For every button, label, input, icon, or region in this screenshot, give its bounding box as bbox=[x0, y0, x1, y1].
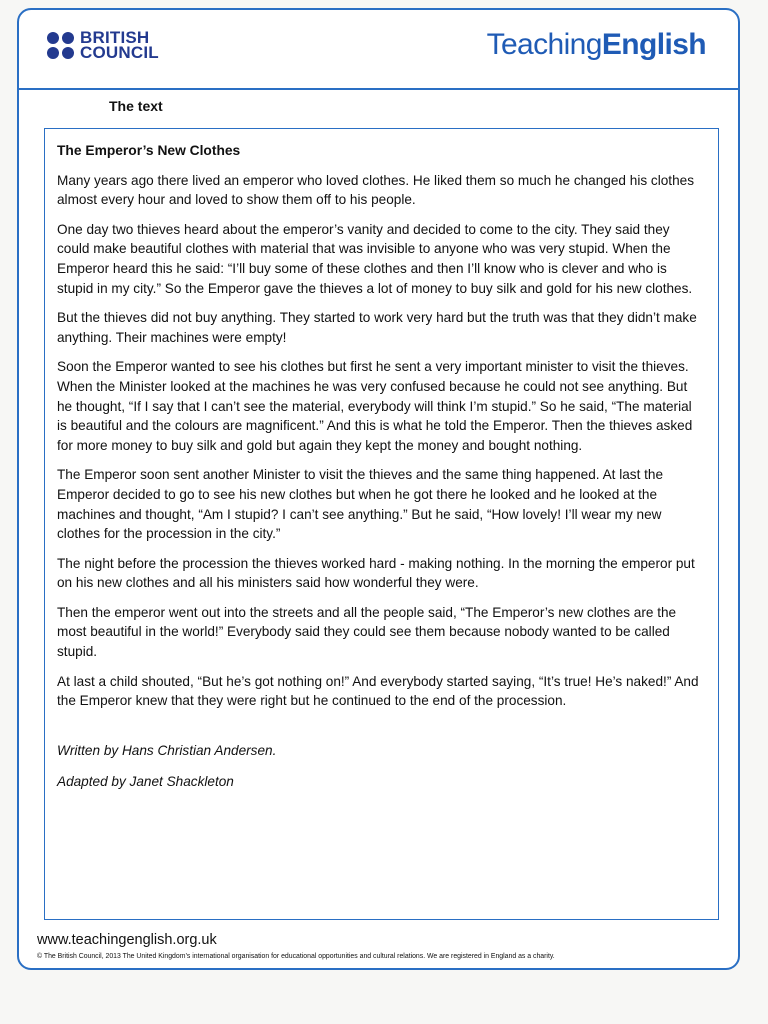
teaching-english-logo: TeachingEnglish bbox=[486, 28, 706, 61]
story-paragraph: Then the emperor went out into the streets and all the people said, “The Emperor’s new clothes are the most beautiful in the world!” Everybody said they could see them because nobody wanted to be called stupid. bbox=[57, 604, 677, 660]
footer-website-link[interactable]: www.teachingenglish.org.uk bbox=[37, 932, 217, 948]
british-council-dots-icon bbox=[47, 32, 74, 59]
story-paragraph: The night before the procession the thieves worked hard - making nothing. In the morning the emperor put on his new clothes and all his ministers said how wonderful they were. bbox=[57, 555, 695, 591]
story-paragraph: But the thieves did not buy anything. They started to work very hard but the truth was that they didn’t make anything. Their machines were empty! bbox=[57, 310, 697, 345]
story-paragraph: One day two thieves heard about the emperor’s vanity and decided to come to the city. They said they could make beautiful clothes with material that was invisible to anyone who was very stupid. When the Emperor heard this he said: “I’ll buy some of these clothes and then I’ll know who is clever and who is stupid in my city.” So the Emperor gave the thieves a lot of money to buy silk and gold for his new clothes. bbox=[57, 221, 693, 296]
story-paragraph: Many years ago there lived an emperor who loved clothes. He liked them so much he changed his clothes almost every hour and loved to show them off to his people. bbox=[57, 172, 694, 208]
footer-copyright-note: © The British Council, 2013 The United Kingdom’s international organisation for educational opportunities and cultural relations. We are registered in England as a charity. bbox=[37, 953, 555, 960]
page-header bbox=[19, 10, 738, 90]
story-text-box bbox=[44, 128, 719, 920]
story-paragraph: The Emperor soon sent another Minister to visit the thieves and the same thing happened. At last the Emperor decided to go to see his new clothes but when he got there he looked and he looked at the machines and thought, “Am I stupid? I can’t see anything.” But he said, “How lovely! I’ll wear my new clothes for the procession in the city.” bbox=[57, 467, 664, 542]
section-label: The text bbox=[109, 98, 163, 114]
british-council-wordmark: BRITISH COUNCIL bbox=[80, 28, 159, 62]
british-council-logo bbox=[47, 30, 159, 60]
author-credit: Written by Hans Christian Andersen. bbox=[57, 742, 277, 758]
adapter-credit: Adapted by Janet Shackleton bbox=[57, 774, 234, 790]
story-title: The Emperor’s New Clothes bbox=[57, 143, 241, 158]
worksheet-page bbox=[17, 8, 740, 970]
story-paragraph: Soon the Emperor wanted to see his clothes but first he sent a very important minister to visit the thieves. When the Minister looked at the machines he was very confused because he could not see anything. But he thought, “If I say that I can’t see the material, everybody will think I’m stupid.” So he said, “The material is beautiful and the colours are magnificent.” And this is what he told the Emperor. Then the thieves asked for more money to buy silk and gold but again they kept the money and bought nothing. bbox=[57, 359, 693, 453]
story-paragraph: At last a child shouted, “But he’s got nothing on!” And everybody started saying, “It’s true! He’s naked!” And the Emperor knew that they were right but he continued to the end of the procession. bbox=[57, 673, 699, 709]
